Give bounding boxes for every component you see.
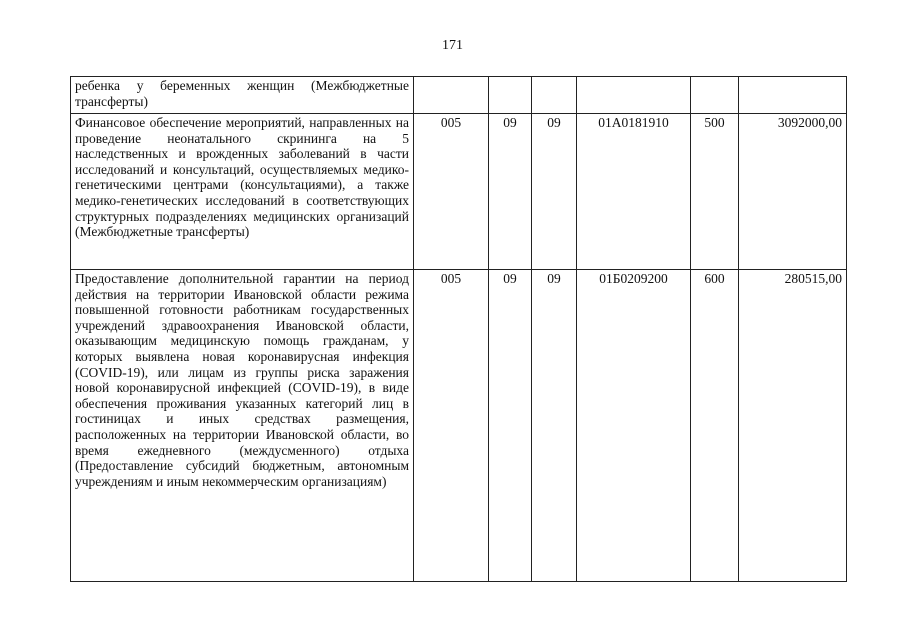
section-code: 09 [489,114,532,270]
ministry-code: 005 [414,270,489,582]
section-code [489,77,532,114]
target-article-code [577,77,691,114]
target-article-code: 01Б0209200 [577,270,691,582]
row-description: ребенка у беременных женщин (Межбюджетные трансферты) [71,77,414,114]
row-description: Финансовое обеспечение мероприятий, направленных на проведение неонатального скрининга на 5 наследственных и врожденных заболеваний в части исследований и консультаций, осуществляемых медико-генетическими центрами (консультациями), а также медико-генетических исследований в соответствующих структурных подразделениях медицинских организаций (Межбюджетные трансферты) [71,114,414,270]
expense-type-code [691,77,739,114]
amount: 280515,00 [739,270,847,582]
subsection-code: 09 [532,114,577,270]
subsection-code: 09 [532,270,577,582]
target-article-code: 01А0181910 [577,114,691,270]
section-code: 09 [489,270,532,582]
amount: 3092000,00 [739,114,847,270]
ministry-code: 005 [414,114,489,270]
expense-type-code: 600 [691,270,739,582]
ministry-code [414,77,489,114]
table-row [71,77,847,114]
amount [739,77,847,114]
expense-type-code: 500 [691,114,739,270]
row-description: Предоставление дополнительной гарантии на период действия на территории Ивановской области режима повышенной готовности работникам государственных учреждений здравоохранения Ивановской области, оказывающим медицинскую помощь гражданам, у которых выявлена новая коронавирусная инфекция (COVID-19), или лицам из группы риска заражения новой коронавирусной инфекцией (COVID-19), в виде обеспечения проживания указанных категорий лиц в гостиницах и иных средствах размещения, расположенных на территории Ивановской области, во время ежедневного (междусменного) отдыха (Предоставление субсидий бюджетным, автономным учреждениям и иным некоммерческим организациям) [71,270,414,582]
budget-table [70,76,847,582]
page-number: 171 [442,38,463,53]
subsection-code [532,77,577,114]
table-row [71,114,847,270]
table-row [71,270,847,582]
